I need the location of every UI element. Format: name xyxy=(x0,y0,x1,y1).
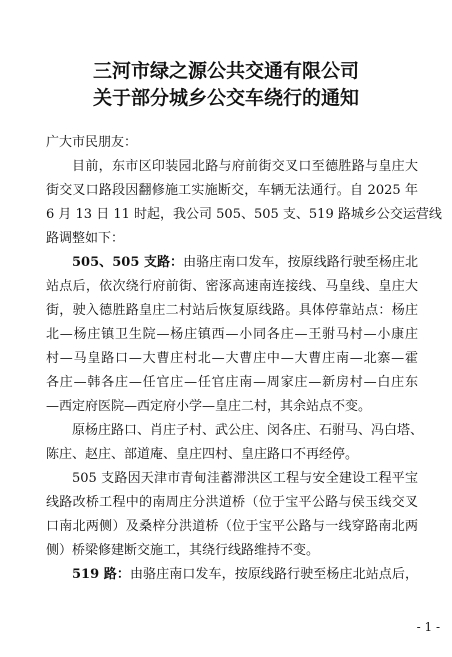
paragraph-3-line: 原杨庄路口、肖庄子村、武公庄、闵各庄、石驸马、冯白塔、 xyxy=(72,423,424,438)
paragraph-1-line: 街交叉口路段因翻修施工实施断交，车辆无法通行。自 2025 年 xyxy=(46,183,418,198)
paragraph-4-line: 侧）桥梁修建断交施工，其绕行线路维持不变。 xyxy=(46,543,320,558)
paragraph-2-line: 北—杨庄镇卫生院—杨庄镇西—小同各庄—王驸马村—小康庄 xyxy=(46,327,418,342)
paragraph-4-line: 口南北两侧）及桑梓分洪道桥（位于宝平公路与一线穿路南北两 xyxy=(46,519,418,534)
paragraph-3-line: 陈庄、赵庄、部道庵、皇庄四村、皇庄路口不再经停。 xyxy=(46,447,359,462)
notice-title-line-1: 三河市绿之源公共交通有限公司 xyxy=(92,60,359,82)
paragraph-4-line: 505 支路因天津市青甸洼蓄滞洪区工程与安全建设工程平宝 xyxy=(72,471,418,486)
paragraph-2-line: 村—马皇路口—大曹庄村北—大曹庄中—大曹庄南—北寨—霍 xyxy=(46,351,418,366)
paragraph-2-line: 街，驶入德胜路皇庄二村站后恢复原线路。具体停靠站点：杨庄 xyxy=(46,303,418,318)
paragraph-4-line: 线路改桥工程中的南周庄分洪道桥（位于宝平公路与侯玉线交叉 xyxy=(46,495,418,510)
paragraph-1-line: 6 月 13 日 11 时起，我公司 505、505 支、519 路城乡公交运营线 xyxy=(46,207,442,222)
paragraph-1-line: 目前，东市区印装园北路与府前街交叉口至德胜路与皇庄大 xyxy=(72,159,418,174)
paragraph-5-line xyxy=(72,563,418,587)
paragraph-2-line: 各庄—韩各庄—任官庄—任官庄南—周家庄—新房村—白庄东 xyxy=(46,375,418,390)
greeting: 广大市民朋友： xyxy=(46,135,138,150)
paragraph-2-line xyxy=(72,251,418,275)
route-519-heading: 519 路： xyxy=(72,567,130,582)
paragraph-2-text: 由骆庄南口发车，按原线路行驶至杨庄北 xyxy=(183,255,418,270)
notice-title-line-2: 关于部分城乡公交车绕行的通知 xyxy=(92,87,359,109)
paragraph-5-text: 由骆庄南口发车，按原线路行驶至杨庄北站点后， xyxy=(129,567,418,582)
paragraph-1-line: 路调整如下： xyxy=(46,231,125,246)
route-505-heading: 505、505 支路： xyxy=(72,255,184,270)
paragraph-2-line: —西定府医院—西定府小学—皇庄二村，其余站点不变。 xyxy=(46,399,372,414)
page-number: - 1 - xyxy=(416,620,440,634)
paragraph-2-line: 站点后，依次绕行府前街、密涿高速南连接线、马皇线、皇庄大 xyxy=(46,279,418,294)
